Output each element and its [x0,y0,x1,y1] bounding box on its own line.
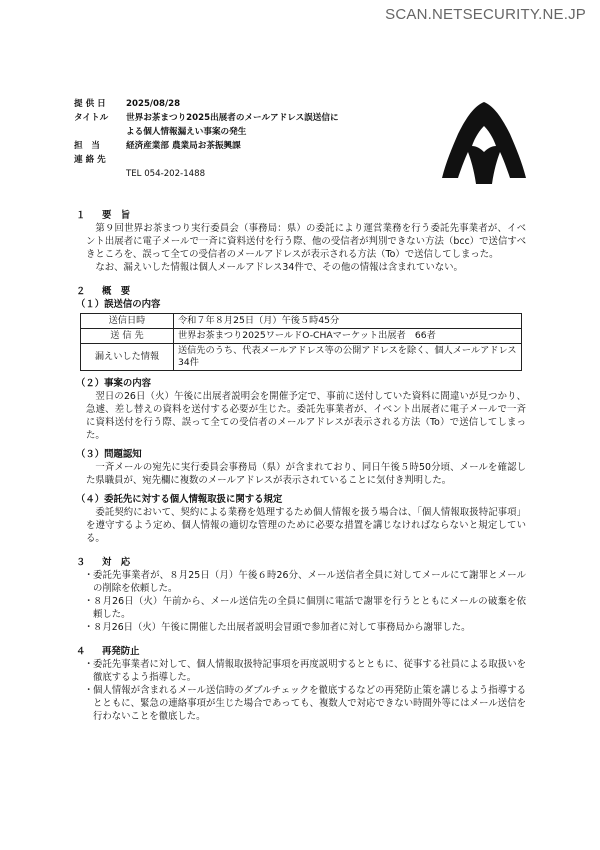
subsection-2-paragraph: 翌日の26日（火）午後に出展者説明会を開催予定で、事前に送付していた資料に間違いが見つかり、急遽、差し替えの資料を送付する必要が生じた。委託先事業者が、イベント出展者に電子メールで一斉に資料送付を行う際、誤って全ての受信者のメールアドレスが表示される方法（To）で送信してしまった。 [86,391,526,441]
section-2-number: ２ [76,286,86,297]
section-3-title: 対 応 [102,557,131,568]
meta-contact-row [74,153,339,167]
title-line-1: 世界お茶まつり2025出展者のメールアドレス誤送信に [126,113,339,123]
table-label-cell: 漏えいした情報 [81,344,174,371]
table-label-cell: 送 信 先 [81,329,174,344]
document-header [74,97,339,181]
list-item: ・ ８月26日（火）午後に開催した出展者説明会冒頭で参加者に対して事務局から謝罪した。 [76,621,526,634]
subsection-4-paragraph: 委託契約において、契約による業務を処理するため個人情報を扱う場合は、「個人情報取扱特記事項」を遵守するよう定め、個人情報の適切な管理のために必要な措置を講じなければならないと規定している。 [86,507,526,544]
subsection-1-heading: （１）誤送信の内容 [76,299,161,310]
meta-date-row [74,97,339,111]
subsection-3-paragraph: 一斉メールの宛先に実行委員会事務局（県）が含まれており、同日午後５時50分頃、メールを確認した県職員が、宛先欄に複数のメールアドレスが表示されていることに気付き判明した。 [86,462,526,486]
meta-title-label: タイトル [74,113,109,123]
subsection-2-heading: （２）事案の内容 [76,378,152,389]
response-item-1: 委託先事業者が、８月25日（月）午後６時26分、メール送信者全員に対してメールにて謝罪とメールの削除を依頼した。 [93,570,526,594]
document-title [126,111,339,139]
section-4-heading [76,645,526,658]
section-1-number: １ [76,210,86,221]
table-row [81,329,522,344]
subsection-4-heading: （４）委託先に対する個人情報取扱に関する規定 [76,494,283,505]
table-row [81,314,522,329]
document-body [76,203,526,723]
table-value-cell: 送信先のうち、代表メールアドレス等の公開アドレスを除く、個人メールアドレス34件 [174,344,522,371]
list-item: ・ 委託先事業者が、８月25日（月）午後６時26分、メール送信者全員に対してメールにて謝罪とメールの削除を依頼した。 [84,570,526,594]
table-value-cell: 令和７年８月25日（月）午後５時45分 [174,314,522,329]
meta-date: 2025/08/28 [126,99,181,109]
section-3-heading [76,556,526,569]
prevention-item-2: 個人情報が含まれるメール送信時のダブルチェックを徹底するなどの再発防止策を講じるよう指導するとともに、緊急の連絡事項が生じた場合であっても、複数人で対応できない時間外等にはメール送信を行わないことを徹底した。 [93,685,526,722]
list-item: ・ ８月26日（火）午前から、メール送信先の全員に個別に電話で謝罪を行うとともにメールの破棄を依頼した。 [84,596,526,620]
response-item-2: ８月26日（火）午前から、メール送信先の全員に個別に電話で謝罪を行うとともにメールの破棄を依頼した。 [93,596,526,620]
section-1-title: 要 旨 [102,210,131,221]
meta-title-row [74,111,339,139]
section-3-number: ３ [76,557,86,568]
section-1-paragraph-2: なお、漏えいした情報は個人メールアドレス34件で、その他の情報は含まれていない。 [95,262,463,273]
section-2-title: 概 要 [102,286,131,297]
section-4-title: 再発防止 [102,646,140,657]
meta-tel: TEL 054-202-1488 [126,169,206,179]
meta-contact-label: 連 絡 先 [74,155,106,165]
section-4-number: ４ [76,646,86,657]
meta-dept-row [74,139,339,153]
subsection-3-heading: （３）問題認知 [76,449,142,460]
list-item: ・ 個人情報が含まれるメール送信時のダブルチェックを徹底するなどの再発防止策を講じるよう指導するとともに、緊急の連絡事項が生じた場合であっても、複数人で対応できない時間外等にはメール送信を行わないことを徹底した。 [84,685,526,722]
response-item-3: ８月26日（火）午後に開催した出展者説明会冒頭で参加者に対して事務局から謝罪した。 [93,622,471,633]
section-1-heading [76,209,526,222]
table-row [81,344,522,371]
meta-dept: 経済産業部 農業局お茶振興課 [126,141,241,151]
prevention-item-1: 委託先事業者に対して、個人情報取扱特記事項を再度説明するとともに、従事する社員による取扱いを徹底するよう指導した。 [93,659,526,683]
table-value-cell: 世界お茶まつり2025ワールドO-CHAマーケット出展者 66者 [174,329,522,344]
section-2-heading [76,285,526,298]
title-line-2: よる個人情報漏えい事案の発生 [126,127,247,137]
prefecture-emblem-icon [438,96,530,192]
meta-date-label: 提 供 日 [74,99,106,109]
meta-tel-row [74,167,339,181]
meta-dept-label: 担 当 [74,141,100,151]
watermark: SCAN.NETSECURITY.NE.JP [385,6,586,23]
table-label-cell: 送信日時 [81,314,174,329]
list-item: ・ 委託先事業者に対して、個人情報取扱特記事項を再度説明するとともに、従事する社員による取扱いを徹底するよう指導した。 [84,659,526,683]
section-1-paragraph-1: 第９回世界お茶まつり実行委員会（事務局：県）の委託により運営業務を行う委託先事業者が、イベント出展者に電子メールで一斉に資料送付を行う際、他の受信者が判別できない方法（bcc）で送信すべきところを、誤って全ての受信者のメールアドレスが表示される方法（To）で送信してしまった。 [86,223,526,260]
mis-send-table [80,313,522,371]
